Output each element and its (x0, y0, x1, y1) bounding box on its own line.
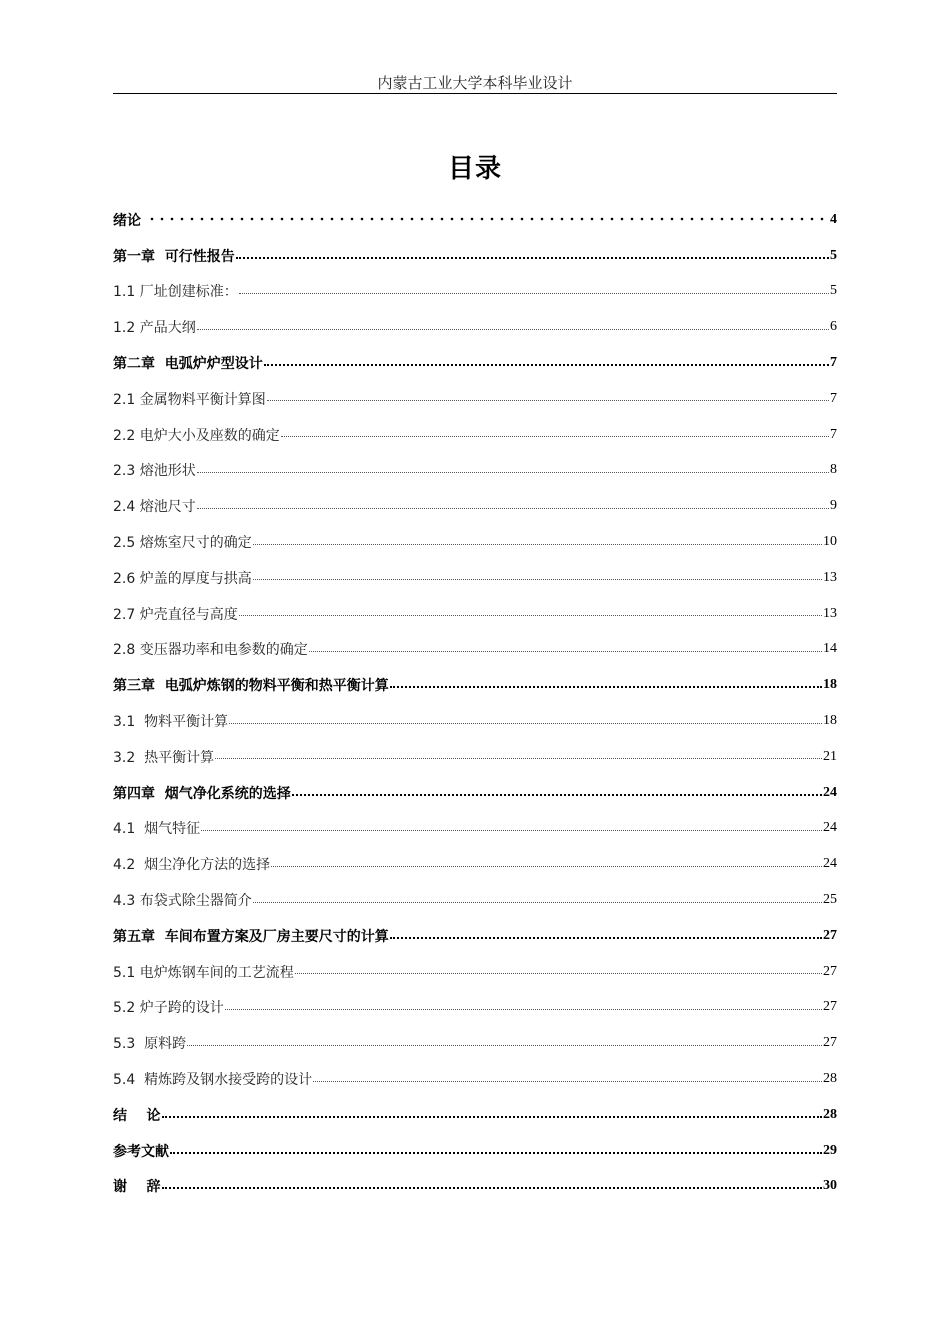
toc-entry[interactable] (113, 524, 837, 560)
toc-entry-page-number: 24 (823, 784, 837, 800)
toc-entry-page-number: 18 (823, 713, 837, 729)
header-rule (113, 93, 837, 94)
table-of-contents (113, 202, 837, 1204)
toc-entry-page-number: 14 (823, 641, 837, 657)
toc-leader-dots (162, 1110, 823, 1118)
toc-entry[interactable] (113, 417, 837, 453)
toc-title: 目录 (447, 154, 502, 184)
toc-leader-dots (197, 323, 829, 330)
toc-entry-label: 1.1 厂址创建标准： (113, 284, 238, 301)
toc-entry-label: 2.6 炉盖的厚度与拱高 (113, 570, 252, 587)
toc-entry[interactable] (113, 453, 837, 489)
toc-entry-page-number: 13 (823, 605, 837, 621)
toc-leader-dots (236, 251, 829, 259)
toc-entry[interactable] (113, 1025, 837, 1061)
toc-entry-page-number: 7 (830, 426, 837, 442)
toc-entry-page-number: 6 (830, 319, 837, 335)
toc-leader-dots (239, 287, 829, 294)
toc-leader-dots (253, 573, 822, 580)
toc-leader-dots (390, 931, 822, 939)
toc-entry[interactable] (113, 202, 837, 238)
toc-leader-dots (313, 1075, 822, 1082)
toc-leader-dots (281, 430, 829, 437)
toc-entry[interactable] (113, 1097, 837, 1133)
toc-entry-label: 参考文献 (113, 1143, 169, 1160)
toc-entry-label: 谢 辞 (113, 1179, 161, 1196)
toc-leader-dots (390, 680, 822, 688)
toc-entry-page-number: 7 (830, 390, 837, 406)
toc-leader-dots (295, 967, 822, 974)
toc-entry-label: 4.2 烟尘净化方法的选择 (113, 857, 271, 874)
toc-entry-page-number: 24 (823, 856, 837, 872)
toc-entry-label: 5.2 炉子跨的设计 (113, 1000, 224, 1017)
toc-entry-label: 第三章 电弧炉炼钢的物料平衡和热平衡计算 (113, 678, 389, 695)
toc-entry[interactable] (113, 954, 837, 990)
toc-entry[interactable] (113, 238, 837, 274)
toc-entry-label: 5.4 精炼跨及钢水接受跨的设计 (113, 1072, 313, 1089)
toc-entry[interactable] (113, 1061, 837, 1097)
toc-leader-dots (253, 896, 822, 903)
toc-entry-page-number: 27 (823, 927, 837, 943)
toc-entry-page-number: 4 (830, 211, 837, 227)
toc-entry[interactable] (113, 632, 837, 668)
toc-entry-label: 第一章 可行性报告 (113, 248, 235, 265)
toc-leader-dots (187, 1039, 822, 1046)
toc-entry-page-number: 27 (823, 999, 837, 1015)
toc-entry-label: 4.1 烟气特征 (113, 821, 201, 838)
toc-leader-dots (264, 358, 829, 366)
toc-leader-dots (271, 860, 822, 867)
toc-leader-dots (147, 216, 824, 221)
toc-leader-dots (229, 717, 822, 724)
toc-entry-page-number: 28 (823, 1071, 837, 1087)
toc-entry-label: 2.2 电炉大小及座数的确定 (113, 427, 280, 444)
toc-entry-page-number: 21 (823, 748, 837, 764)
toc-leader-dots (253, 538, 822, 545)
toc-entry[interactable] (113, 560, 837, 596)
toc-entry-label: 2.4 熔池尺寸 (113, 499, 196, 516)
toc-entry-label: 第五章 车间布置方案及厂房主要尺寸的计算 (113, 928, 389, 945)
toc-entry[interactable] (113, 1169, 837, 1205)
toc-entry-page-number: 10 (823, 534, 837, 550)
toc-entry-label: 绪论 (113, 212, 141, 229)
toc-entry-label: 结 论 (113, 1107, 161, 1124)
toc-entry[interactable] (113, 882, 837, 918)
toc-entry-label: 2.5 熔炼室尺寸的确定 (113, 535, 252, 552)
toc-entry[interactable] (113, 846, 837, 882)
toc-entry-page-number: 13 (823, 569, 837, 585)
toc-entry[interactable] (113, 667, 837, 703)
toc-entry-page-number: 25 (823, 892, 837, 908)
toc-leader-dots (170, 1146, 822, 1154)
toc-entry[interactable] (113, 309, 837, 345)
toc-leader-dots (267, 394, 829, 401)
toc-entry-label: 3.2 热平衡计算 (113, 749, 215, 766)
toc-leader-dots (292, 788, 822, 796)
toc-entry-page-number: 27 (823, 1035, 837, 1051)
toc-entry[interactable] (113, 990, 837, 1026)
toc-entry[interactable] (113, 488, 837, 524)
toc-entry-page-number: 28 (823, 1106, 837, 1122)
toc-entry-label: 4.3 布袋式除尘器简介 (113, 893, 252, 910)
toc-entry[interactable] (113, 274, 837, 310)
toc-entry[interactable] (113, 775, 837, 811)
toc-leader-dots (309, 645, 822, 652)
toc-entry-page-number: 30 (823, 1178, 837, 1194)
toc-entry-page-number: 7 (830, 355, 837, 371)
toc-leader-dots (201, 824, 822, 831)
toc-entry-label: 1.2 产品大纲 (113, 320, 196, 337)
toc-entry-label: 2.7 炉壳直径与高度 (113, 606, 238, 623)
toc-leader-dots (197, 502, 829, 509)
toc-entry-page-number: 5 (830, 247, 837, 263)
toc-entry[interactable] (113, 596, 837, 632)
toc-entry-page-number: 18 (823, 677, 837, 693)
toc-entry[interactable] (113, 1133, 837, 1169)
toc-entry-label: 2.3 熔池形状 (113, 463, 196, 480)
toc-entry[interactable] (113, 739, 837, 775)
toc-entry-page-number: 27 (823, 963, 837, 979)
toc-entry-page-number: 9 (830, 498, 837, 514)
running-header: 内蒙古工业大学本科毕业设计 (377, 74, 573, 92)
toc-entry-label: 2.1 金属物料平衡计算图 (113, 391, 266, 408)
toc-leader-dots (162, 1181, 823, 1189)
toc-entry-label: 第四章 烟气净化系统的选择 (113, 785, 291, 802)
toc-entry-label: 5.1 电炉炼钢车间的工艺流程 (113, 964, 294, 981)
toc-entry[interactable] (113, 703, 837, 739)
toc-entry-page-number: 24 (823, 820, 837, 836)
toc-entry[interactable] (113, 811, 837, 847)
toc-entry-page-number: 8 (830, 462, 837, 478)
toc-entry-page-number: 29 (823, 1142, 837, 1158)
toc-entry-label: 2.8 变压器功率和电参数的确定 (113, 642, 308, 659)
toc-leader-dots (197, 466, 829, 473)
toc-leader-dots (225, 1003, 822, 1010)
toc-leader-dots (215, 752, 822, 759)
toc-entry[interactable] (113, 918, 837, 954)
toc-entry-label: 5.3 原料跨 (113, 1036, 187, 1053)
toc-entry[interactable] (113, 345, 837, 381)
toc-entry-label: 3.1 物料平衡计算 (113, 714, 229, 731)
toc-entry[interactable] (113, 381, 837, 417)
toc-entry-page-number: 5 (830, 283, 837, 299)
toc-leader-dots (239, 609, 822, 616)
toc-entry-label: 第二章 电弧炉炉型设计 (113, 356, 263, 373)
